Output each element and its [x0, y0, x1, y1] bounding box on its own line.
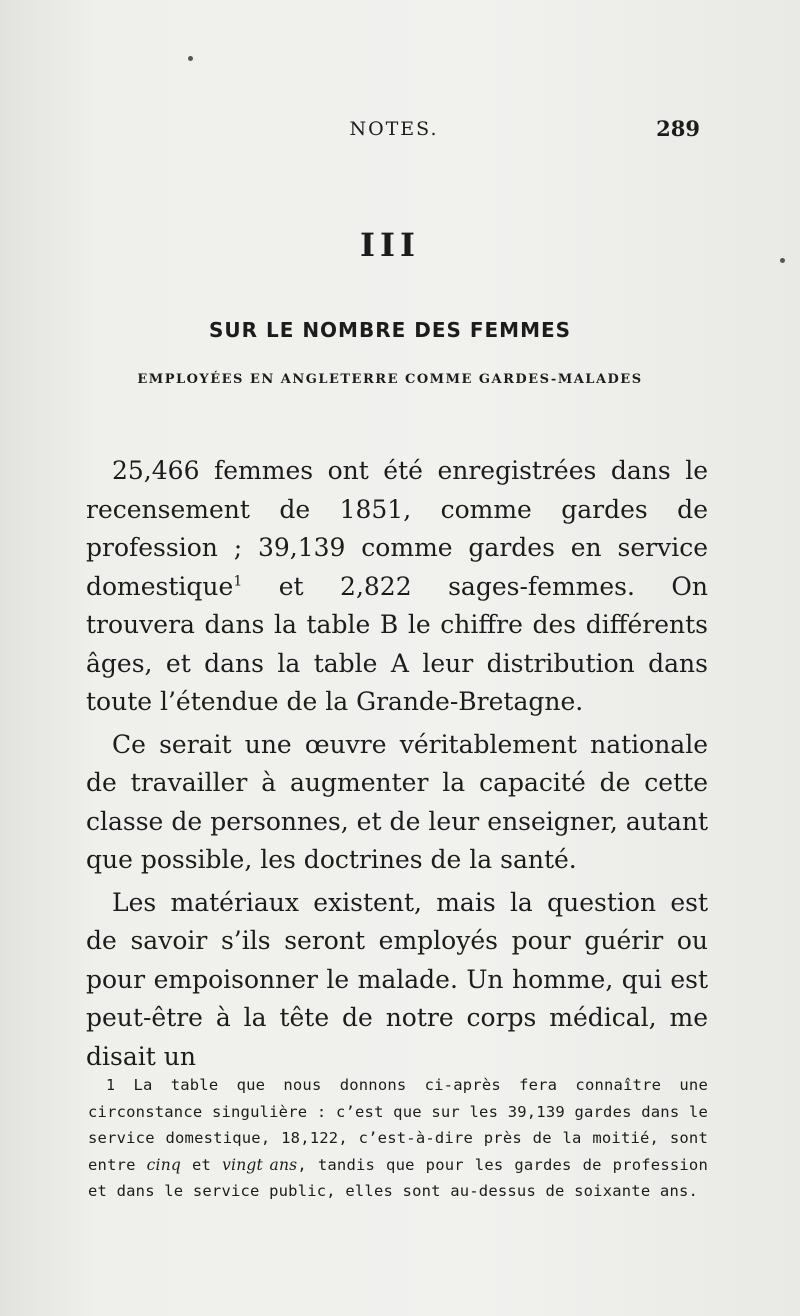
- footnote-text: et: [181, 1155, 223, 1174]
- footnote-reference: 1: [233, 573, 243, 590]
- running-head: NOTES.: [349, 118, 439, 140]
- footnote-emphasis: cinq: [146, 1155, 182, 1174]
- page-number: 289: [656, 116, 700, 141]
- section-subtitle: EMPLOYÉES EN ANGLETERRE COMME GARDES-MALADES: [137, 372, 643, 387]
- footnote-emphasis: vingt ans: [222, 1155, 298, 1174]
- paragraph-3: Les matériaux existent, mais la question est de savoir s’ils seront employés pour guérir ou pour empoisonner le malade. Un homme, qui est peut-être à la tête de notre corps médical, me disait un: [86, 887, 708, 1071]
- section-number: III: [360, 226, 420, 264]
- footnote: [88, 1072, 708, 1205]
- footnote-number: 1: [106, 1076, 116, 1094]
- ink-speck: [780, 258, 785, 263]
- section-title: SUR LE NOMBRE DES FEMMES: [208, 318, 572, 342]
- body-text: [86, 452, 708, 1080]
- paragraph-1-text: 25,466 femmes ont été enregistrées dans le recensement de 1851, comme gardes de profession ; 39,139 comme gardes en service domestique: [86, 456, 708, 601]
- paragraph-2: Ce serait une œuvre véritablement nationale de travailler à augmenter la capacité de cette classe de personnes, et de leur enseigner, autant que possible, les doctrines de la santé.: [86, 729, 708, 874]
- footnote-text: La table que nous donnons ci-après fera connaître une circonstance singulière : c’est que sur les 39,139 gardes dans le service domestique, 18,122, c’est-à-dire près de la moitié, sont entre: [88, 1076, 708, 1174]
- paragraph-1: [86, 452, 708, 722]
- paragraph-1-text-cont: et 2,822 sages-femmes. On trouvera dans la table B le chiffre des différents âges, et dans la table A leur distribution dans toute l’étendue de la Grande-Bretagne.: [86, 571, 708, 716]
- footnote-text: , tandis que pour les gardes de profession et dans le service public, elles sont au-dessus de soixante ans.: [88, 1155, 708, 1200]
- ink-speck: [188, 56, 193, 61]
- footnote-paragraph: [88, 1072, 708, 1205]
- page-header: [88, 114, 700, 144]
